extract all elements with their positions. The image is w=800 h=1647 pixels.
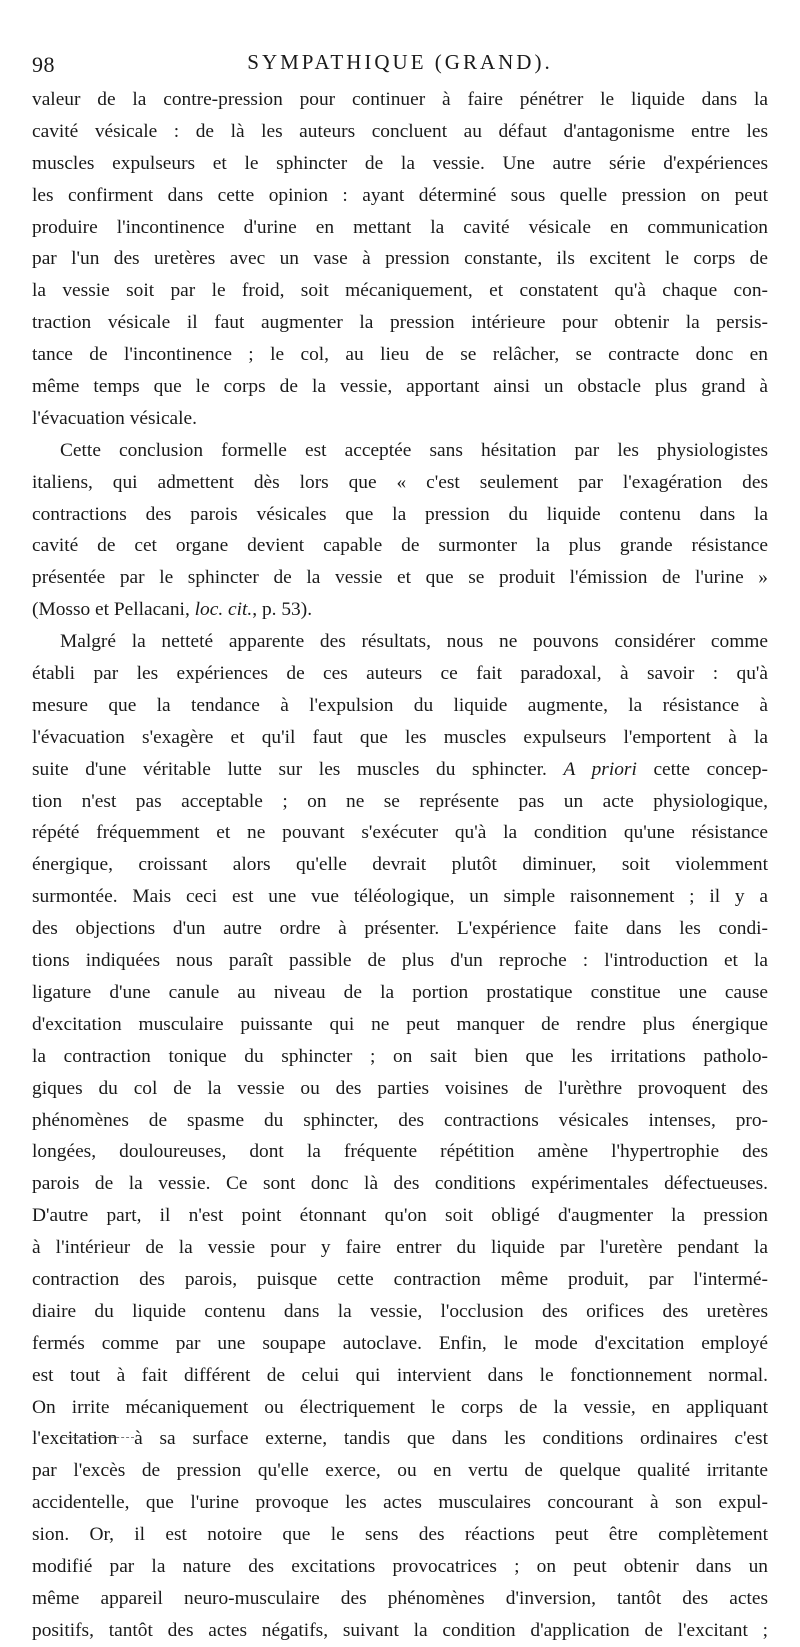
text-line: l'évacuation s'exagère et qu'il faut que les muscles expulseurs l'emportent à la	[32, 726, 768, 748]
text-line: ligature d'une canule au niveau de la portion prostatique constitue une cause	[32, 981, 768, 1003]
text-line: contraction des parois, puisque cette contraction même produit, par l'intermé-	[32, 1268, 768, 1290]
text-line: valeur de la contre-pression pour continuer à faire pénétrer le liquide dans la	[32, 89, 768, 110]
text-line: la contraction tonique du sphincter ; on sait bien que les irritations patholo-	[32, 1045, 768, 1067]
text-line: l'excitation à sa surface externe, tandis que dans les conditions ordinaires c'est	[32, 1428, 768, 1450]
citation-authors: (Mosso et Pellacani,	[32, 599, 195, 621]
page-header	[32, 48, 768, 78]
text-line: est tout à fait différent de celui qui intervient dans le fonctionnement normal.	[32, 1364, 768, 1386]
text-line: parois de la vessie. Ce sont donc là des conditions expérimentales défectueuses.	[32, 1173, 768, 1195]
citation-line	[32, 594, 768, 626]
text-line: D'autre part, il n'est point étonnant qu'on soit obligé d'augmenter la pression	[32, 1205, 768, 1227]
citation-italic: loc. cit.	[194, 599, 253, 621]
body-text	[32, 84, 768, 1647]
text-line: diaire du liquide contenu dans la vessie, l'occlusion des orifices des uretères	[32, 1300, 768, 1322]
text-line: cavité de cet organe devient capable de surmonter la plus grande résistance	[32, 535, 768, 557]
text-line: les confirment dans cette opinion : ayant déterminé sous quelle pression on peut	[32, 184, 768, 206]
text-line: muscles expulseurs et le sphincter de la vessie. Une autre série d'expériences	[32, 152, 768, 174]
page-number: 98	[32, 52, 55, 77]
text-line: sion. Or, il est notoire que le sens des réactions peut être complètement	[32, 1524, 768, 1546]
text-line: traction vésicale il faut augmenter la pression intérieure pour obtenir la persis-	[32, 312, 768, 334]
text-line: même appareil neuro-musculaire des phénomènes d'inversion, tantôt des actes	[32, 1587, 768, 1609]
text-line: à l'intérieur de la vessie pour y faire entrer du liquide par l'uretère pendant la	[32, 1237, 768, 1259]
paragraph-end-line: l'évacuation vésicale.	[32, 407, 198, 429]
text-line: des objections d'un autre ordre à présenter. L'expérience faite dans les condi-	[32, 918, 768, 940]
text-line: par l'excès de pression qu'elle exerce, ou en vertu de quelque qualité irritante	[32, 1460, 768, 1482]
a-priori-italic: A priori	[563, 758, 637, 780]
text-line: cavité vésicale : de là les auteurs concluent au défaut d'antagonisme entre les	[32, 120, 768, 142]
footer-dashed-rule	[62, 1437, 134, 1438]
text-line: modifié par la nature des excitations provocatrices ; on peut obtenir dans un	[32, 1555, 768, 1577]
text-line: accidentelle, que l'urine provoque les actes musculaires concourant à son expul-	[32, 1492, 768, 1514]
text-line: tance de l'incontinence ; le col, au lieu de se relâcher, se contracte donc en	[32, 344, 768, 366]
text-line: tions indiquées nous paraît passible de plus d'un reproche : l'introduction et la	[32, 950, 768, 972]
text-line: phénomènes de spasme du sphincter, des contractions vésicales intenses, pro-	[32, 1109, 768, 1131]
text-line: par l'un des uretères avec un vase à pression constante, ils excitent le corps de	[32, 248, 768, 270]
text-line: produire l'incontinence d'urine en mettant la cavité vésicale en communication	[32, 216, 768, 238]
text-line: établi par les expériences de ces auteurs ce fait paradoxal, à savoir : qu'à	[32, 663, 768, 685]
text-line: même temps que le corps de la vessie, apportant ainsi un obstacle plus grand à	[32, 376, 768, 398]
text-line: présentée par le sphincter de la vessie et que se produit l'émission de l'urine »	[32, 567, 768, 589]
text-line: tion n'est pas acceptable ; on ne se représente pas un acte physiologique,	[32, 790, 768, 812]
text-line-a-priori	[32, 754, 768, 786]
text-line: la vessie soit par le froid, soit mécaniquement, et constatent qu'à chaque con-	[32, 280, 768, 302]
line-lead: suite d'une véritable lutte sur les muscles du sphincter.	[32, 758, 564, 780]
paragraph-start-line: Malgré la netteté apparente des résultats, nous ne pouvons considérer comme	[60, 631, 768, 653]
paragraph-start-line: Cette conclusion formelle est acceptée sans hésitation par les physiologistes	[60, 439, 768, 461]
text-line: énergique, croissant alors qu'elle devrait plutôt diminuer, soit violemment	[32, 854, 768, 876]
text-line: contractions des parois vésicales que la pression du liquide contenu dans la	[32, 503, 768, 525]
line-tail: cette concep-	[636, 758, 768, 780]
text-line: italiens, qui admettent dès lors que « c'est seulement par l'exagération des	[32, 471, 768, 493]
text-line: On irrite mécaniquement ou électriquement le corps de la vessie, en appliquant	[32, 1396, 768, 1418]
text-line: longées, douloureuses, dont la fréquente répétition amène l'hypertrophie des	[32, 1141, 768, 1163]
text-line: giques du col de la vessie ou des parties voisines de l'urèthre provoquent des	[32, 1077, 768, 1099]
text-line: positifs, tantôt des actes négatifs, suivant la condition d'application de l'excitant ;	[32, 1619, 768, 1641]
text-line: répété fréquemment et ne pouvant s'exécuter qu'à la condition qu'une résistance	[32, 822, 768, 844]
text-line: d'excitation musculaire puissante qui ne peut manquer de rendre plus énergique	[32, 1013, 768, 1035]
text-line: surmontée. Mais ceci est une vue téléologique, un simple raisonnement ; il y a	[32, 886, 768, 908]
text-line: fermés comme par une soupape autoclave. Enfin, le mode d'excitation employé	[32, 1332, 768, 1354]
running-title: SYMPATHIQUE (GRAND).	[247, 50, 553, 74]
citation-page: , p. 53).	[252, 599, 313, 621]
text-line: mesure que la tendance à l'expulsion du liquide augmente, la résistance à	[32, 694, 768, 716]
